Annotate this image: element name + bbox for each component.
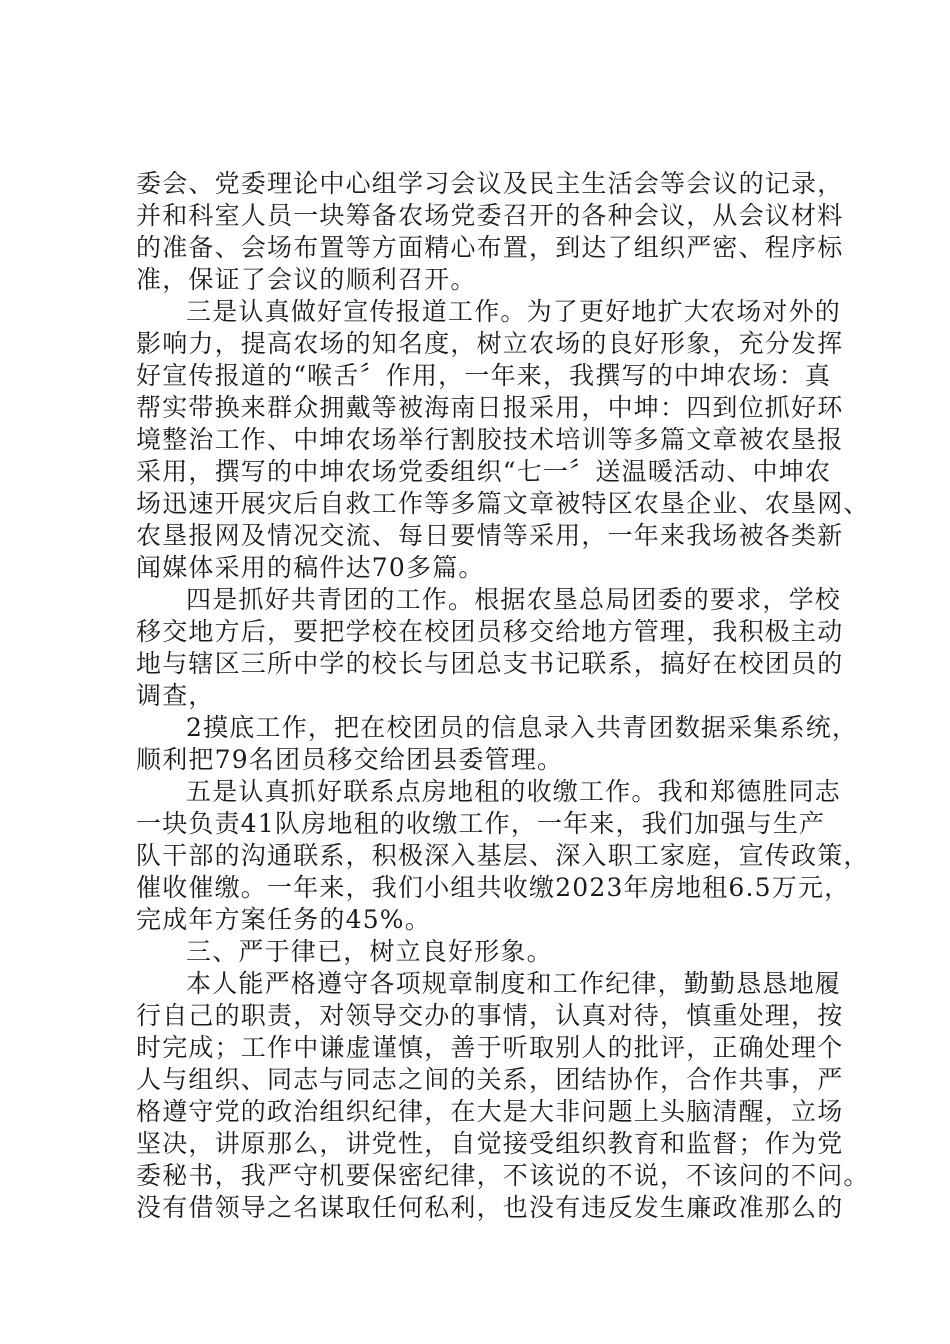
text-line: 催收催缴。一年来，我们小组共收缴2023年房地租6.5万元，	[136, 873, 851, 902]
text-line: 2摸底工作，把在校团员的信息录入共青团数据采集系统，	[186, 713, 859, 742]
text-line: 帮实带换来群众拥戴等被海南日报采用，中坤：四到位抓好环	[136, 393, 844, 422]
text-line: 行自己的职责，对领导交办的事情，认真对待，慎重处理，按	[136, 1001, 844, 1030]
text-line: 委会、党委理论中心组学习会议及民主生活会等会议的记录，	[136, 169, 844, 198]
text-line: 坚决，讲原那么，讲党性，自觉接受组织教育和监督；作为党	[136, 1129, 844, 1158]
text-line: 采用，撰写的中坤农场党委组织“七一〞送温暖活动、中坤农	[136, 457, 832, 486]
text-line: 四是抓好共青团的工作。根据农垦总局团委的要求，学校	[186, 585, 842, 614]
text-line: 格遵守党的政治组织纪律，在大是大非问题上头脑清醒，立场	[136, 1097, 844, 1126]
text-line: 完成年方案任务的45%。	[136, 905, 431, 934]
text-line: 没有借领导之名谋取任何私利，也没有违反发生廉政准那么的	[136, 1193, 844, 1222]
text-line: 好宣传报道的“喉舌〞作用，一年来，我撰写的中坤农场：真	[136, 361, 832, 390]
text-line: 境整治工作、中坤农场举行割胶技术培训等多篇文章被农垦报	[136, 425, 844, 454]
text-line: 队干部的沟通联系，积极深入基层、深入职工家庭，宣传政策，	[136, 841, 870, 870]
text-line: 准，保证了会议的顺利召开。	[136, 265, 477, 294]
text-line: 调查，	[136, 681, 215, 710]
text-line: 场迅速开展灾后自救工作等多篇文章被特区农垦企业、农垦网、	[136, 489, 870, 518]
text-line: 闻媒体采用的稿件达70多篇。	[136, 553, 485, 582]
text-line: 顺利把79名团员移交给团县委管理。	[136, 745, 564, 774]
text-line: 时完成；工作中谦虚谨慎，善于听取别人的批评，正确处理个	[136, 1033, 844, 1062]
text-line: 并和科室人员一块筹备农场党委召开的各种会议，从会议材料	[136, 201, 844, 230]
text-line: 移交地方后，要把学校在校团员移交给地方管理，我积极主动	[136, 617, 844, 646]
text-line: 委秘书，我严守机要保密纪律，不该说的不说，不该问的不问。	[136, 1161, 870, 1190]
text-line: 影响力，提高农场的知名度，树立农场的良好形象，充分发挥	[136, 329, 844, 358]
text-line: 三是认真做好宣传报道工作。为了更好地扩大农场对外的	[186, 297, 842, 326]
text-line: 的准备、会场布置等方面精心布置，到达了组织严密、程序标	[136, 233, 844, 262]
text-line: 一块负责41队房地租的收缴工作，一年来，我们加强与生产	[136, 809, 826, 838]
text-line: 农垦报网及情况交流、每日要情等采用，一年来我场被各类新	[136, 521, 844, 550]
text-line: 人与组织、同志与同志之间的关系，团结协作，合作共事，严	[136, 1065, 844, 1094]
text-line: 五是认真抓好联系点房地租的收缴工作。我和郑德胜同志	[186, 777, 842, 806]
text-line: 地与辖区三所中学的校长与团总支书记联系，搞好在校团员的	[136, 649, 844, 678]
text-line: 本人能严格遵守各项规章制度和工作纪律，勤勤恳恳地履	[186, 969, 842, 998]
section-heading: 三、严于律已，树立良好形象。	[186, 937, 553, 966]
